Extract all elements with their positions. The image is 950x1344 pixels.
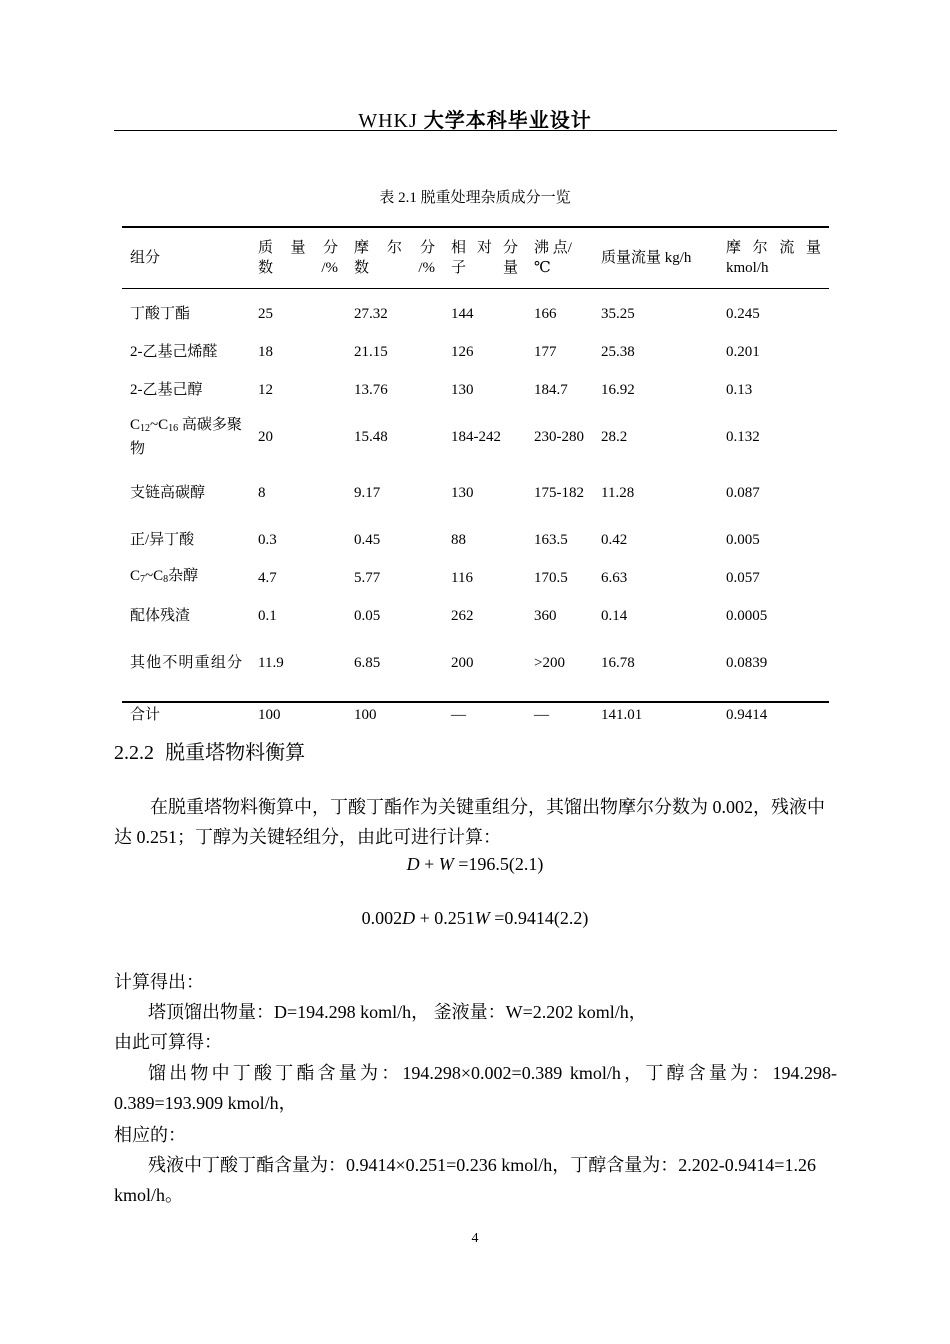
table-cell: 8 bbox=[258, 485, 266, 501]
paragraph: 在脱重塔物料衡算中，丁酸丁酯作为关键重组分，其馏出物摩尔分数为 0.002，残液中达 0.251；丁醇为关键轻组分，由此可进行计算： bbox=[114, 797, 825, 847]
table-cell: 0.132 bbox=[726, 429, 760, 445]
table-cell: 116 bbox=[451, 570, 473, 586]
table-cell: 正/异丁酸 bbox=[130, 532, 195, 548]
eq-rhs: =196.5(2.1) bbox=[458, 854, 544, 874]
eq-op: + bbox=[424, 854, 435, 874]
table-cell: $C_{12}\sim C_{16}$ 高碳多聚物 bbox=[130, 417, 242, 457]
text-line: 塔顶馏出物量：D=194.298 koml/h， 釜液量：W=2.202 koml/h， bbox=[148, 1002, 647, 1022]
page-header bbox=[0, 104, 950, 133]
equation-2-1 bbox=[0, 854, 950, 875]
table-cell: 0.42 bbox=[601, 532, 628, 548]
table-cell: 0.1 bbox=[258, 608, 277, 624]
table-cell: 4.7 bbox=[258, 570, 277, 586]
column-header: 相 对 分 子量 bbox=[443, 227, 526, 289]
table-row bbox=[122, 333, 829, 371]
table-cell: 0.3 bbox=[258, 532, 277, 548]
column-header: 摩 尔 流 量 kmol/h bbox=[718, 227, 829, 289]
header-school: 大学本科毕业设计 bbox=[423, 110, 592, 132]
table-cell: 175-182 bbox=[534, 485, 584, 501]
header-rule bbox=[114, 130, 837, 131]
table-cell: 25 bbox=[258, 306, 273, 322]
table-cell: 0.13 bbox=[726, 382, 753, 398]
table-row bbox=[122, 559, 829, 597]
table-cell: 200 bbox=[451, 655, 474, 671]
header-prefix: WHKJ bbox=[358, 110, 418, 132]
column-header: 摩 尔 分 数/% bbox=[346, 227, 443, 289]
table-cell: 0.45 bbox=[354, 532, 381, 548]
table-cell: 166 bbox=[534, 306, 557, 322]
table-cell: — bbox=[443, 702, 526, 727]
eq-coef: 0.002 bbox=[361, 908, 403, 928]
eq-var-d: D bbox=[402, 908, 416, 928]
table-cell: 100 bbox=[250, 702, 346, 727]
table-cell: 16.78 bbox=[601, 655, 635, 671]
table-cell: 130 bbox=[451, 382, 474, 398]
table-cell: 163.5 bbox=[534, 532, 568, 548]
table-cell: — bbox=[526, 702, 593, 727]
column-header: 组分 bbox=[122, 227, 250, 289]
table-cell: 0.0839 bbox=[726, 655, 768, 671]
table-cell: 0.05 bbox=[354, 608, 381, 624]
table-cell: 5.77 bbox=[354, 570, 381, 586]
table-cell: 21.15 bbox=[354, 344, 388, 360]
table-cell: 0.201 bbox=[726, 344, 760, 360]
table-cell: 28.2 bbox=[601, 429, 628, 445]
eq-rhs: =0.9414(2.2) bbox=[494, 908, 589, 928]
table-cell: 126 bbox=[451, 344, 474, 360]
table-cell: 丁酸丁酯 bbox=[130, 306, 191, 322]
impurity-table bbox=[122, 226, 829, 727]
page-number: 4 bbox=[471, 1231, 479, 1246]
table-row bbox=[122, 597, 829, 635]
table-cell: 配体残渣 bbox=[130, 608, 191, 624]
table-row bbox=[122, 635, 829, 691]
table-caption: 表 2.1 脱重处理杂质成分一览 bbox=[379, 190, 571, 206]
table-cell: 18 bbox=[258, 344, 273, 360]
table-cell: >200 bbox=[534, 655, 565, 671]
table-cell: 6.85 bbox=[354, 655, 381, 671]
table-cell: 88 bbox=[451, 532, 466, 548]
table-cell: 15.48 bbox=[354, 429, 388, 445]
text-line: 相应的： bbox=[114, 1125, 186, 1145]
table-cell: 100 bbox=[346, 702, 443, 727]
table-cell: 0.057 bbox=[726, 570, 760, 586]
table-cell: 130 bbox=[451, 485, 474, 501]
column-header: 质量流量 kg/h bbox=[593, 227, 718, 289]
table-cell: 其他不明重组分 bbox=[130, 655, 242, 671]
table-cell: 360 bbox=[534, 608, 557, 624]
table-cell: 12 bbox=[258, 382, 273, 398]
table-cell: 11.9 bbox=[258, 655, 284, 671]
eq-coef: 0.251 bbox=[434, 908, 475, 928]
table-row bbox=[122, 371, 829, 409]
table-cell: 35.25 bbox=[601, 306, 635, 322]
table-cell: 0.14 bbox=[601, 608, 628, 624]
table-header-row bbox=[122, 227, 829, 289]
text-line: 计算得出： bbox=[114, 972, 204, 992]
table-cell: 11.28 bbox=[601, 485, 635, 501]
table-cell: 141.01 bbox=[593, 702, 718, 727]
table-row bbox=[122, 521, 829, 559]
table-cell: 177 bbox=[534, 344, 557, 360]
column-header: 质 量 分 数/% bbox=[250, 227, 346, 289]
table-cell: 支链高碳醇 bbox=[130, 485, 206, 501]
section-title: 脱重塔物料衡算 bbox=[165, 742, 306, 764]
table-row bbox=[122, 295, 829, 333]
text-line: 由此可算得： bbox=[114, 1032, 222, 1052]
table-cell: $C_7\sim C_8$杂醇 bbox=[130, 568, 199, 585]
table-cell: 170.5 bbox=[534, 570, 568, 586]
table-cell: 262 bbox=[451, 608, 474, 624]
table-cell: 0.005 bbox=[726, 532, 760, 548]
section-number: 2.2.2 bbox=[114, 742, 154, 764]
text-line: 馏出物中丁酸丁酯含量为：194.298×0.002=0.389 kmol/h，丁醇含量为：194.298-0.389=193.909 kmol/h， bbox=[114, 1063, 837, 1113]
table-cell: 9.17 bbox=[354, 485, 381, 501]
table-total-row bbox=[122, 702, 829, 727]
table-cell: 184-242 bbox=[451, 429, 501, 445]
eq-var-w: W bbox=[438, 854, 454, 874]
table-cell: 16.92 bbox=[601, 382, 635, 398]
table-cell: 0.9414 bbox=[718, 702, 829, 727]
table-cell: 184.7 bbox=[534, 382, 568, 398]
table-cell: 13.76 bbox=[354, 382, 388, 398]
table-row bbox=[122, 409, 829, 465]
eq-op: + bbox=[419, 908, 430, 928]
table-cell: 25.38 bbox=[601, 344, 635, 360]
table-row bbox=[122, 465, 829, 521]
table-cell: 合计 bbox=[122, 702, 250, 727]
table-cell: 6.63 bbox=[601, 570, 628, 586]
table-cell: 144 bbox=[451, 306, 474, 322]
table-cell: 0.0005 bbox=[726, 608, 768, 624]
section-heading bbox=[114, 736, 305, 765]
column-header: 沸 点/℃ bbox=[526, 227, 593, 289]
table-cell: 0.245 bbox=[726, 306, 760, 322]
table-cell: 2-乙基己醇 bbox=[130, 382, 203, 398]
table-cell: 0.087 bbox=[726, 485, 760, 501]
text-line: 残液中丁酸丁酯含量为：0.9414×0.251=0.236 kmol/h，丁醇含量为：2.202-0.9414=1.26 kmol/h。 bbox=[114, 1155, 816, 1205]
eq-var-d: D bbox=[406, 854, 420, 874]
table-cell: 2-乙基己烯醛 bbox=[130, 344, 218, 360]
table-cell: 230-280 bbox=[534, 429, 584, 445]
equation-2-2 bbox=[0, 908, 950, 929]
table-cell: 20 bbox=[258, 429, 273, 445]
eq-var-w: W bbox=[474, 908, 490, 928]
table-cell: 27.32 bbox=[354, 306, 388, 322]
